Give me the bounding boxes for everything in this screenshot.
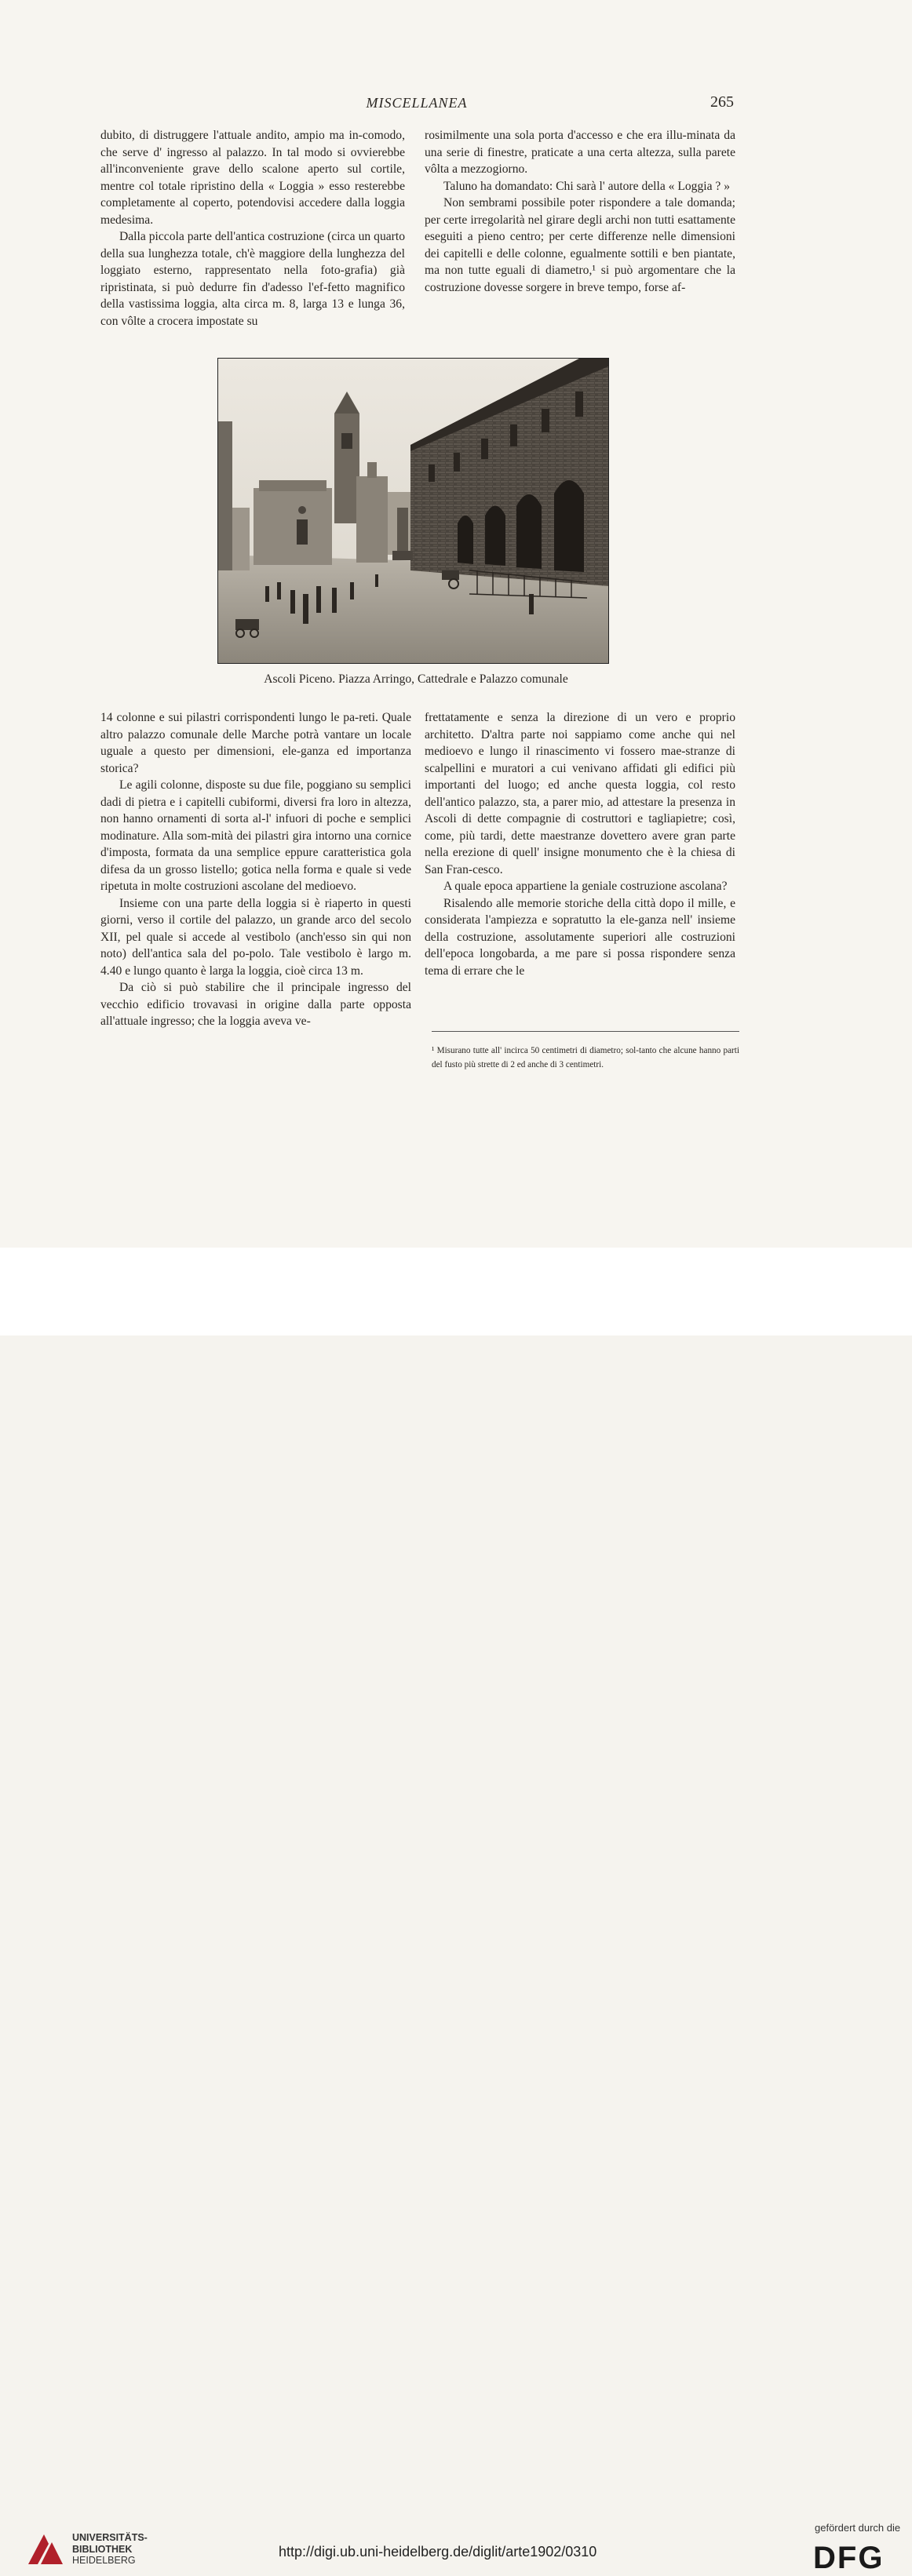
paragraph: frettatamente e senza la direzione di un vero e proprio architetto. D'altra parte noi sappiamo come anche qui nel medioevo e lungo il rinascimento vi fossero mae-stranze di scalpellini e muratori a cui venivano affidati gli edifici più importanti del luogo; ed anche questa loggia, col resto dell'antico palazzo, sta, a parer mio, ad attestare la presenza in Ascoli di dette compagnie di costruttori e tagliapietre; così, come, più tardi, dette maestranze dovettero avere gran parte nella erezione di quell' insigne monumento che è la chiesa di San Fran-cesco.: [425, 711, 735, 876]
column-top-left: [100, 127, 405, 330]
library-name-line: BIBLIOTHEK: [72, 2543, 133, 2555]
library-name-line: UNIVERSITÄTS-: [72, 2532, 148, 2543]
digitization-footer: [0, 1248, 912, 2575]
paragraph: Insieme con una parte della loggia si è riaperto in questi giorni, verso il cortile del palazzo, un grande arco del secolo XII, pel quale si accede al vestibolo (anch'esso sin qui non noto) dell'antica sala del po-polo. Tale vestibolo è largo m. 4.40 e lungo quanto è larga la loggia, cioè circa 13 m.: [100, 896, 411, 978]
scanned-page: [0, 0, 912, 1248]
paragraph: Le agili colonne, disposte su due file, poggiano su semplici dadi di pietra e i capitelli cubiformi, diversi fra loro in altezza, non hanno ornamenti di sorta al-l' infuori di poche e semplici modinature. Alla som-mità dei pilastri gira intorno una cornice d'imposta, formata da una semplice eppure caratteristica gola difesa da un grosso listello; gotica nella forma e quale si vede ripetuta in molte costruzioni ascolane del medioevo.: [100, 778, 411, 893]
paragraph: A quale epoca appartiene la geniale costruzione ascolana?: [443, 880, 728, 893]
paragraph: rosimilmente una sola porta d'accesso e che era illu-minata da una serie di finestre, praticate a una certa altezza, sulla parete vôlta a mezzogiorno.: [425, 129, 735, 176]
dfg-logo: DFG: [813, 2541, 885, 2575]
paragraph: Non sembrami possibile poter rispondere a tale domanda; per certe irregolarità nel girare degli archi non tutti esattamente eseguiti a pieno centro; per certe differenze nelle dimensioni dei capitelli e delle colonne, egualmente sottili e ben piantate, ma non tutte eguali di diametro,¹ si può argomentare che la costruzione dovesse sorgere in breve tempo, forse af-: [425, 196, 735, 294]
paragraph: dubito, di distruggere l'attuale andito, ampio ma in-comodo, che serve d' ingresso al palazzo. In tal modo si ovvierebbe all'inconveniente grave dello scalone aperto sul cortile, mentre col totale ripristino della « Loggia » esso resterebbe completamente al coperto, potendovisi accedere dalla loggia medesima.: [100, 129, 405, 227]
photo-illustration: [218, 359, 608, 663]
library-name-line: HEIDELBERG: [72, 2555, 136, 2566]
running-title: MISCELLANEA: [366, 95, 468, 111]
paragraph: Dalla piccola parte dell'antica costruzione (circa un quarto della sua lunghezza totale, ch'è maggiore della lunghezza del loggiato esterno, rappresentato nella foto-grafia) già ripristinata, si può dedurre fin d'adesso l'ef-fetto magnifico della vastissima loggia, alta circa m. 8, larga 13 e lunga 36, con vôlte a crocera impostate su: [100, 230, 405, 328]
heidelberg-library-logo-icon: [27, 2530, 64, 2566]
column-bottom-left: [100, 709, 411, 1030]
column-bottom-right: [425, 709, 735, 979]
footnote: ¹ Misurano tutte all' incirca 50 centimetri di diametro; sol-tanto che alcune hanno parti del fusto più strette di 2 ed anche di 3 centimetri.: [432, 1046, 739, 1069]
column-top-right: [425, 127, 735, 296]
footnote-rule: [432, 1031, 739, 1032]
paragraph: 14 colonne e sui pilastri corrispondenti lungo le pa-reti. Quale altro palazzo comunale delle Marche potrà vantare un locale uguale a questo per dimensioni, ele-ganza ed importanza storica?: [100, 711, 411, 775]
page-number: 265: [710, 93, 734, 111]
figure-caption: Ascoli Piceno. Piazza Arringo, Cattedrale e Palazzo comunale: [264, 672, 568, 686]
library-name: [72, 2532, 148, 2567]
paragraph: Taluno ha domandato: Chi sarà l' autore della « Loggia ? »: [443, 179, 731, 193]
photograph-piazza-arringo: [217, 358, 609, 664]
paragraph: Risalendo alle memorie storiche della città dopo il mille, e considerata l'ampiezza e sopratutto la ele-ganza nell' insieme della costruzione, assolutamente superiori alle costruzioni dell'epoca longobarda, a me pare si possa rispondere senza tema di errare che le: [425, 896, 735, 978]
permalink-url[interactable]: http://digi.ub.uni-heidelberg.de/diglit/arte1902/0310: [279, 2544, 597, 2560]
paragraph: Da ciò si può stabilire che il principale ingresso del vecchio edificio trovavasi in origine dalla parte opposta all'attuale ingresso; che la loggia aveva ve-: [100, 981, 411, 1028]
dfg-label: gefördert durch die: [815, 2522, 901, 2534]
